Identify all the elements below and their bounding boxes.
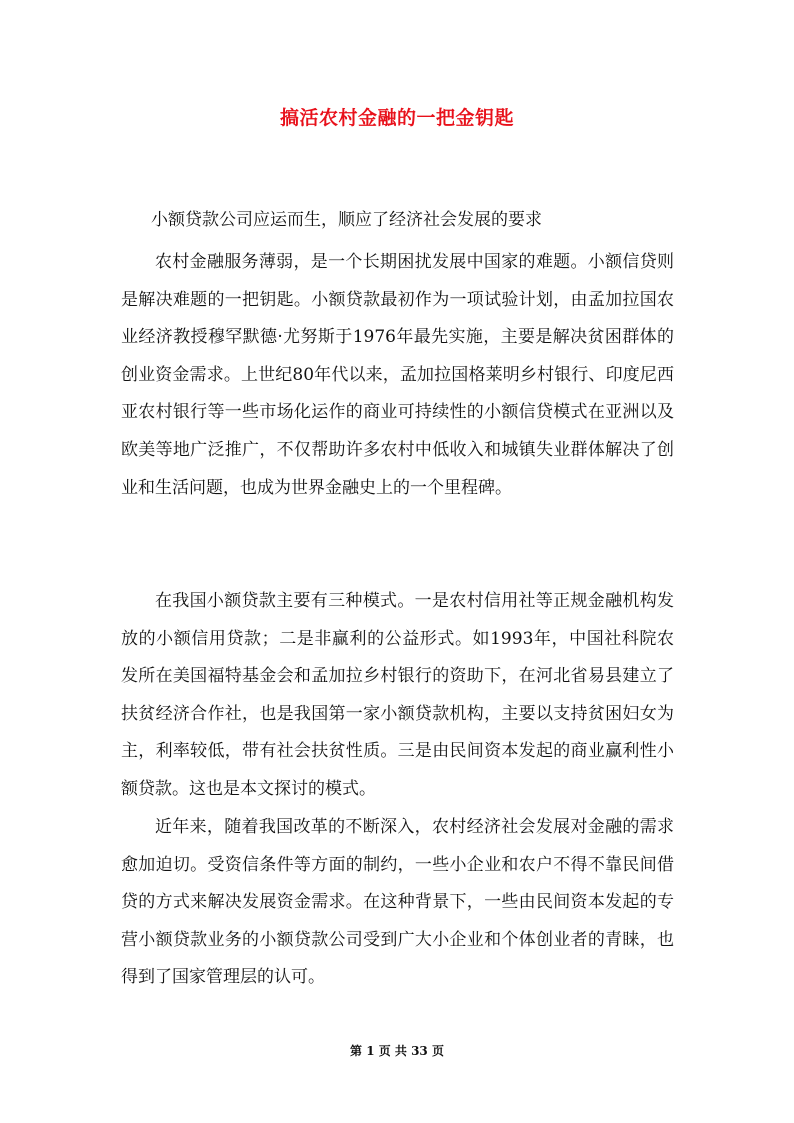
paragraph-2: 在我国小额贷款主要有三种模式。一是农村信用社等正规金融机构发放的小额信用贷款；二是非赢利的公益形式。如1993年，中国社科院农发所在美国福特基金会和孟加拉乡村银行的资助下，在河北省易县建立了扶贫经济合作社，也是我国第一家小额贷款机构，主要以支持贫困妇女为主，利率较低，带有社会扶贫性质。三是由民间资本发起的商业赢利性小额贷款。这也是本文探讨的模式。 [121, 591, 674, 799]
paragraph-3: 近年来，随着我国改革的不断深入，农村经济社会发展对金融的需求愈加迫切。受资信条件等方面的制约，一些小企业和农户不得不靠民间借贷的方式来解决发展资金需求。在这种背景下，一些由民间资本发起的专营小额贷款业务的小额贷款公司受到广大小企业和个体创业者的青睐，也得到了国家管理层的认可。 [121, 817, 674, 988]
document-title: 搞活农村金融的一把金钥匙 [279, 107, 514, 129]
paragraph-1: 农村金融服务薄弱，是一个长期困扰发展中国家的难题。小额信贷则是解决难题的一把钥匙。小额贷款最初作为一项试验计划，由孟加拉国农业经济教授穆罕默德·尤努斯于1976年最先实施，主要是解决贫困群体的创业资金需求。上世纪80年代以来，孟加拉国格莱明乡村银行、印度尼西亚农村银行等一些市场化运作的商业可持续性的小额信贷模式在亚洲以及欧美等地广泛推广，不仅帮助许多农村中低收入和城镇失业群体解决了创业和生活问题，也成为世界金融史上的一个里程碑。 [121, 252, 674, 498]
page-number-footer: 第 1 页 共 33 页 [350, 1044, 444, 1058]
section-subtitle: 小额贷款公司应运而生，顺应了经济社会发展的要求 [151, 210, 542, 230]
